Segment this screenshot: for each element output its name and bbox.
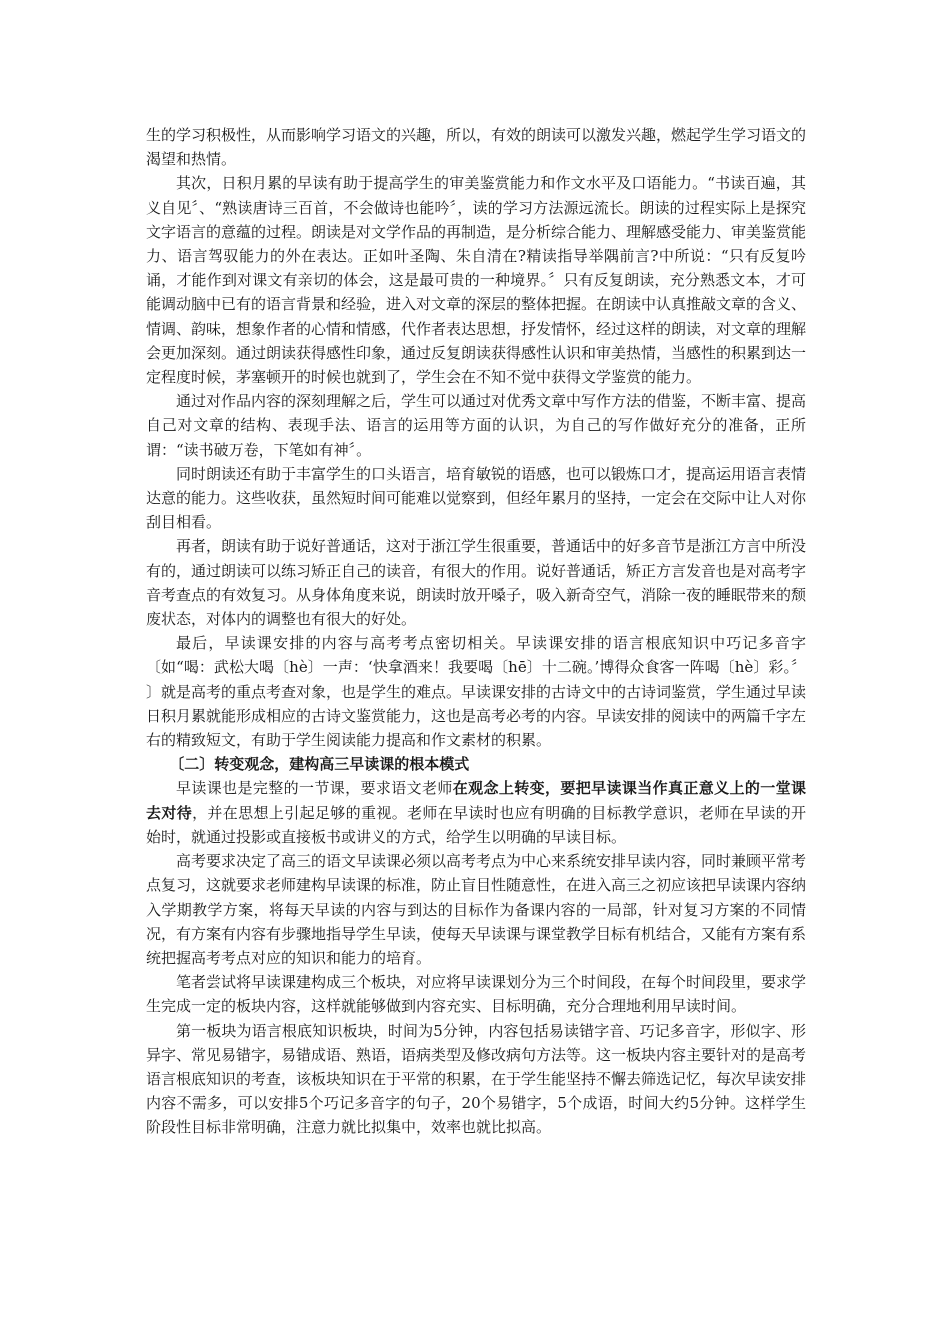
document-page xyxy=(146,123,806,1140)
paragraph-2: 其次，日积月累的早读有助于提高学生的审美鉴赏能力和作文水平及口语能力。“书读百遍，其义自见〞、“熟读唐诗三百首，不会做诗也能吟〞，读的学习方法源远流长。朗读的过程实际上是探究文字语言的意蕴的过程。朗读是对文学作品的再制造，是分析综合能力、理解感受能力、审美鉴赏能力、语言驾驭能力的外在表达。正如叶圣陶、朱自清在?精读指导举隅前言?中所说：“只有反复吟诵，才能作到对课文有亲切的体会，这是最可贵的一种境界。〞只有反复朗读，充分熟悉文本，才可能调动脑中已有的语言背景和经验，进入对文章的深层的整体把握。在朗读中认真推敲文章的含义、情调、韵味，想象作者的心情和情感，代作者表达思想，抒发情怀，经过这样的朗读，对文章的理解会更加深刻。通过朗读获得感性印象，通过反复朗读获得感性认识和审美热情，当感性的积累到达一定程度时候，茅塞顿开的时候也就到了，学生会在不知不觉中获得文学鉴赏的能力。 xyxy=(146,174,807,387)
paragraph-6: 最后，早读课安排的内容与高考考点密切相关。早读课安排的语言根底知识中巧记多音字〔如“喝：武松大喝〔hè〕一声：‘快拿酒来！我要喝〔hē〕十二碗。’博得众食客一阵喝〔hè〕彩。〞 〕就是高考的重点考查对象，也是学生的难点。早读课安排的古诗文中的古诗词鉴赏，学生通过早读日积月累就能形成相应的古诗文鉴赏能力，这也是高考必考的内容。早读安排的阅读中的两篇千字左右的精致短文，有助于学生阅读能力提高和作文素材的积累。 xyxy=(146,634,807,750)
paragraph-1-continued: 生的学习积极性，从而影响学习语文的兴趣，所以，有效的朗读可以激发兴趣，燃起学生学习语文的渴望和热情。 xyxy=(146,126,807,169)
paragraph-7-part3: ，并在思想上引起足够的重视。老师在早读时也应有明确的目标教学意识，老师在早读的开始时，就通过投影或直接板书或讲义的方式，给学生以明确的早读目标。 xyxy=(146,803,806,846)
paragraph-7-part1: 早读课也是完整的一节课，要求语文老师 xyxy=(176,779,453,798)
paragraph-4: 同时朗读还有助于丰富学生的口头语言，培育敏锐的语感，也可以锻炼口才，提高运用语言表情达意的能力。这些收获，虽然短时间可能难以觉察到，但经年累月的坚持，一定会在交际中让人对你刮目相看。 xyxy=(146,464,807,532)
paragraph-8: 高考要求决定了高三的语文早读课必须以高考考点为中心来系统安排早读内容，同时兼顾平常考点复习，这就要求老师建构早读课的标准，防止盲目性随意性，在进入高三之初应该把早读课内容纳入学期教学方案，将每天早读的内容与到达的目标作为备课内容的一局部，针对复习方案的不同情况，有方案有内容有步骤地指导学生早读，使每天早读课与课堂教学目标有机结合，又能有方案有系统把握高考考点对应的知识和能力的培育。 xyxy=(146,852,807,967)
paragraph-5: 再者，朗读有助于说好普通话，这对于浙江学生很重要，普通话中的好多音节是浙江方言中所没有的，通过朗读可以练习矫正自己的读音，有很大的作用。说好普通话，矫正方言发音也是对高考字音考查点的有效复习。从身体角度来说，朗读时放开嗓子，吸入新奇空气，消除一夜的睡眠带来的颓废状态，对体内的调整也有很大的好处。 xyxy=(146,537,807,629)
section-heading: 〔二〕转变观念，建构高三早读课的根本模式 xyxy=(169,755,470,774)
paragraph-3: 通过对作品内容的深刻理解之后，学生可以通过对优秀文章中写作方法的借鉴，不断丰富、提高自己对文章的结构、表现手法、语言的运用等方面的认识，为自己的写作做好充分的准备，正所谓：“读书破万卷，下笔如有神〞。 xyxy=(146,392,807,459)
paragraph-7 xyxy=(146,776,806,849)
paragraph-9: 笔者尝试将早读课建构成三个板块，对应将早读课划分为三个时间段，在每个时间段里，要求学生完成一定的板块内容，这样就能够做到内容充实、目标明确，充分合理地利用早读时间。 xyxy=(146,973,807,1016)
paragraph-10: 第一板块为语言根底知识板块，时间为5分钟，内容包括易读错字音、巧记多音字，形似字、形异字、常见易错字，易错成语、熟语，语病类型及修改病句方法等。这一板块内容主要针对的是高考语言根底知识的考查，该板块知识在于平常的积累，在于学生能坚持不懈去筛选记忆，每次早读安排内容不需多，可以安排5个巧记多音字的句子，20个易错字，5个成语，时间大约5分钟。这样学生阶段性目标非常明确，注意力就比拟集中，效率也就比拟高。 xyxy=(146,1021,807,1137)
paragraph-7-bold-emphasis: 在观念上转变，要把早读课当作真正意义上的一堂课去对待 xyxy=(146,779,806,822)
